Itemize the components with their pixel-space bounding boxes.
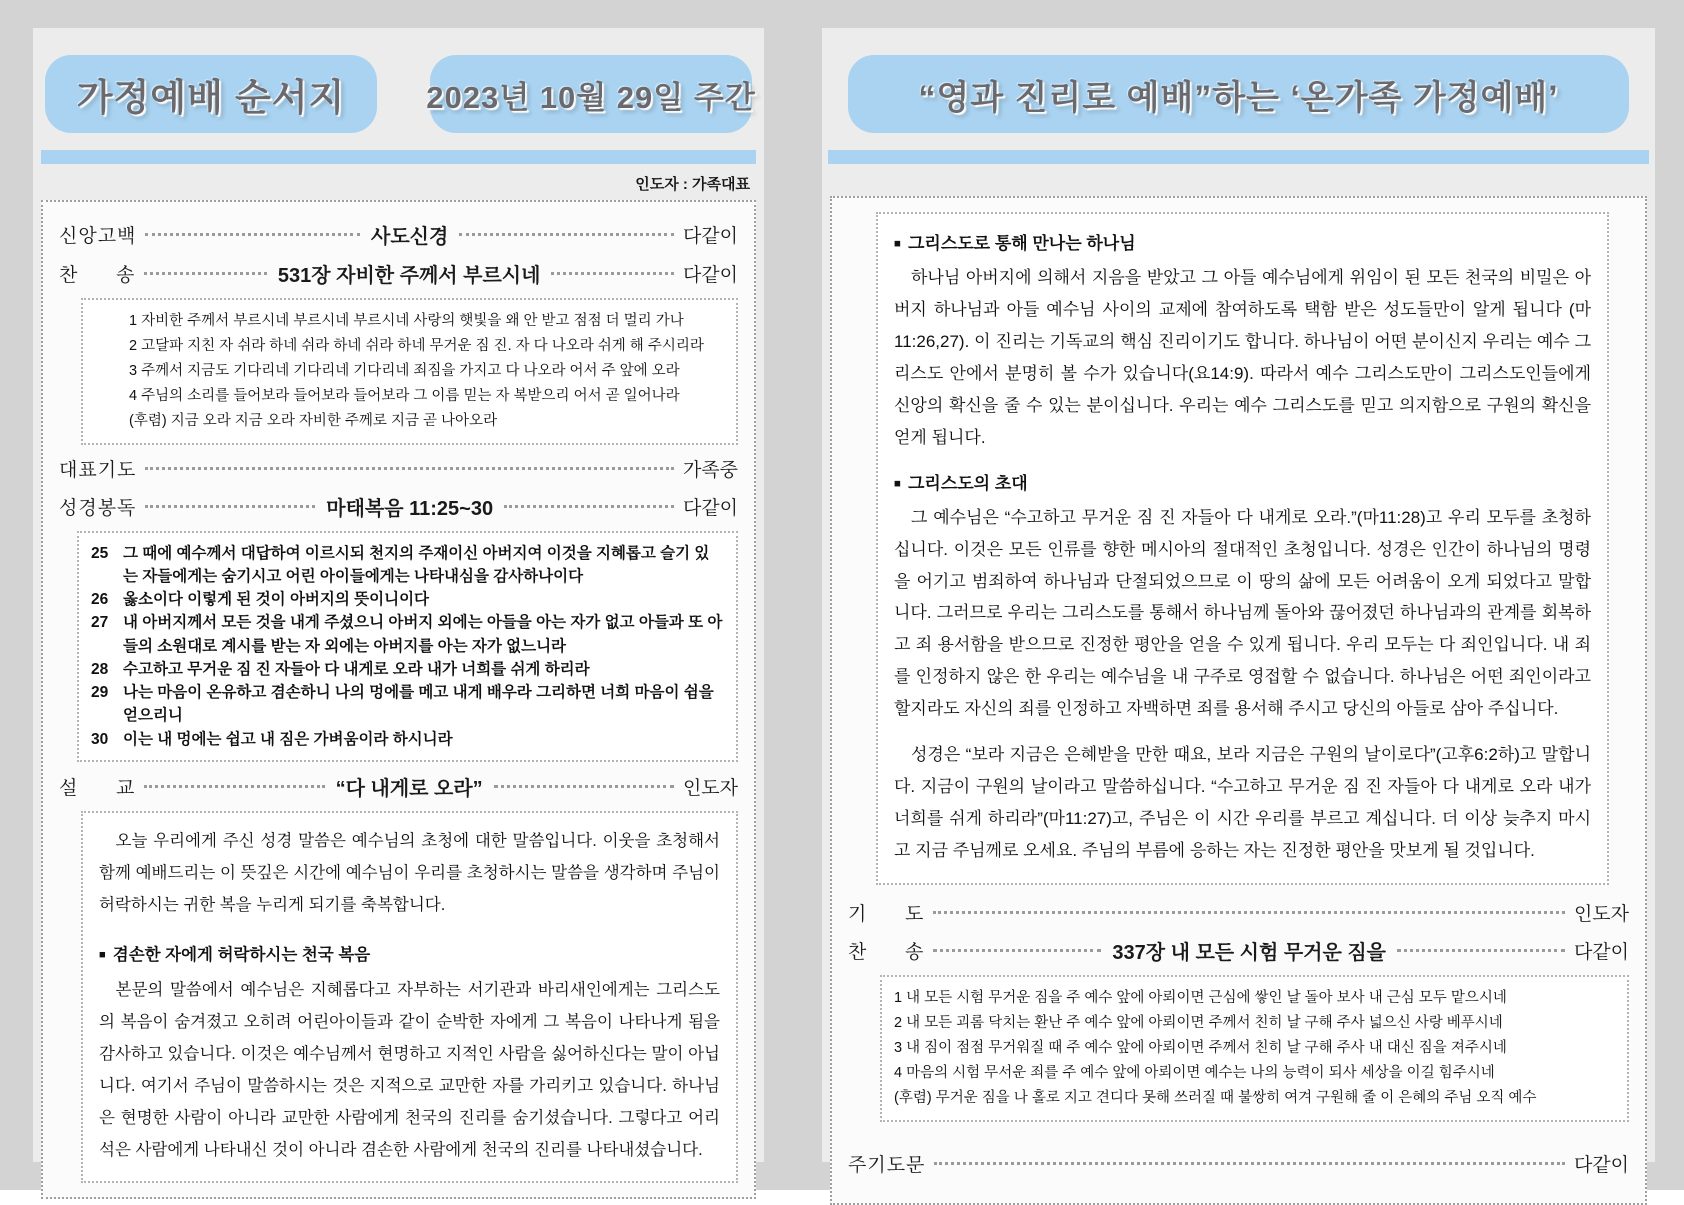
left-order-box (41, 200, 756, 1199)
dotted-leader (933, 911, 1565, 914)
dotted-leader (145, 505, 315, 508)
verse-number: 26 (91, 591, 109, 609)
order-title: 마태복음 11:25~30 (326, 497, 494, 520)
right-divider-bar (828, 150, 1649, 164)
dotted-leader (144, 272, 267, 275)
commentary-section-heading (894, 228, 1591, 260)
scripture-passage-box (77, 531, 738, 762)
order-line-hymn-531 (59, 259, 738, 288)
order-title: “다 내게로 오라” (335, 777, 483, 800)
dotted-leader (1397, 949, 1565, 952)
scripture-verse (91, 542, 724, 589)
commentary-section-heading (894, 468, 1591, 500)
left-divider-bar (41, 150, 756, 164)
dotted-leader (145, 467, 674, 470)
order-title: 531장 자비한 주께서 부르시네 (277, 265, 541, 287)
title-badge (45, 55, 377, 133)
order-label: 주기도문 (848, 1154, 926, 1176)
title-badge-label: 가정예배 순서지 (76, 77, 346, 118)
hymn-verse: 1 자비한 주께서 부르시네 부르시네 부르시네 사랑의 햇빛을 왜 안 받고 점점 더 멀리 가나 (129, 313, 684, 329)
verse-text: 내 아버지께서 모든 것을 내게 주셨으니 아버지 외에는 아들을 아는 자가 없고 아들과 또 아들의 소원대로 계시를 받는 자 외에는 아버지를 아는 자가 없느니라 (123, 614, 723, 655)
scripture-verse (91, 588, 724, 611)
order-assignee: 다같이 (682, 497, 739, 519)
verse-text: 수고하고 무거운 짐 진 자들아 다 내게로 오라 내가 너희를 쉬게 하리라 (123, 660, 590, 678)
order-line-scripture (59, 492, 738, 521)
verse-text: 나는 마음이 온유하고 겸손하니 나의 멍에를 메고 내게 배우라 그리하면 너희 마음이 쉼을 얻으리니 (123, 684, 714, 725)
order-label: 대표기도 (59, 459, 137, 481)
verse-text: 그 때에 예수께서 대답하여 이르시되 천지의 주재이신 아버지여 이것을 지혜롭고 슬기 있는 자들에게는 숨기시고 어린 아이들에게는 나타내심을 감사하나이다 (123, 544, 710, 585)
commentary-paragraph: 그 예수님은 “수고하고 무거운 짐 진 자들아 다 내게로 오라.”(마11:28)고 우리 모두를 초청하십니다. 이것은 모든 인류를 향한 메시아의 절대적인 초청입니다. 성경은 인간이 하나님의 명령을 어기고 범죄하여 하나님과 단절되었으므로 이 땅의 삶에 모든 어려움이 오게 되었다고 말합니다. 그러므로 우리는 그리스도를 통해서 하나님께 돌아와 끊어졌던 하나님과의 관계를 회복하고 죄 용서함을 받으므로 진정한 평안을 얻을 수 있게 됩니다. 우리 모두는 다 죄인입니다. 내 죄를 인정하지 않은 한 우리는 예수님을 내 구주로 영접할 수 없습니다. 하나님은 어떤 죄인이라고 할지라도 자신의 죄를 인정하고 자백하면 죄를 용서해 주시고 당신의 아들로 삼아 주십니다. (894, 507, 1591, 719)
commentary-paragraph: 성경은 “보라 지금은 은혜받을 만한 때요, 보라 지금은 구원의 날이로다”(고후6:2하)고 말합니다. 지금이 구원의 날이라고 말씀하십니다. “수고하고 무거운 짐 진 자들아 다 내게로 오라 내가 너희를 쉬게 하리라”(마11:27)고, 주님은 이 시간 우리를 부르고 계십니다. 더 이상 늦추지 마시고 지금 주님께로 오세요. 주님의 부름에 응하는 자는 진정한 평안을 맛보게 될 것입니다. (894, 745, 1591, 861)
verse-number: 28 (91, 660, 109, 678)
date-badge (426, 55, 756, 133)
verse-number: 25 (91, 544, 109, 562)
order-line-confession (59, 220, 738, 249)
left-header (45, 55, 756, 133)
order-title: 337장 내 모든 시험 무거운 짐을 (1112, 942, 1387, 965)
hymn-verse: 2 내 모든 괴롬 닥치는 환난 주 예수 앞에 아뢰이면 주께서 친히 날 구해 주사 넓으신 사랑 베푸시네 (894, 1015, 1503, 1032)
commentary-box (876, 212, 1609, 885)
order-label: 찬 송 (59, 265, 136, 286)
hymn-verse: 4 주님의 소리를 들어보라 들어보라 들어보라 그 이름 믿는 자 복받으리 어서 곧 일어나라 (129, 387, 680, 404)
dotted-leader (459, 233, 674, 236)
order-label: 성경봉독 (59, 497, 137, 519)
dotted-leader (145, 233, 360, 236)
dotted-leader (504, 505, 674, 508)
commentary-heading-text: 그리스도의 초대 (907, 473, 1028, 493)
right-title-badge (848, 55, 1629, 133)
scripture-verse (91, 681, 724, 728)
order-label: 기 도 (848, 904, 925, 926)
order-line-prayer (59, 455, 738, 482)
square-bullet-icon: ■ (99, 949, 106, 962)
order-label: 신앙고백 (59, 226, 137, 247)
order-line-hymn-337 (848, 936, 1629, 965)
sermon-intro: 오늘 우리에게 주신 성경 말씀은 예수님의 초청에 대한 말씀입니다. 이웃을 초청해서 함께 예배드리는 이 뜻깊은 시간에 예수님이 우리를 초청하시는 말씀을 생각하며 주님이 허락하시는 귀한 복을 누리게 되기를 축복합니다. (99, 831, 720, 915)
right-page (822, 28, 1655, 1176)
order-assignee: 다같이 (1573, 1154, 1629, 1176)
sermon-heading-text: 겸손한 자에게 허락하시는 천국 복음 (112, 946, 371, 965)
order-assignee: 다같이 (682, 226, 739, 247)
order-assignee: 가족중 (682, 459, 738, 481)
verse-number: 27 (91, 614, 109, 632)
dotted-leader (494, 785, 674, 788)
dotted-leader (933, 949, 1101, 952)
dotted-leader (144, 785, 324, 788)
hymn-verse: 3 주께서 지금도 기다리네 기다리네 기다리네 죄짐을 가지고 다 나오라 어서 주 앞에 오라 (129, 362, 680, 379)
order-line-sermon (59, 772, 738, 801)
order-label: 설 교 (59, 777, 136, 799)
sermon-section-heading (99, 939, 720, 971)
date-badge-label: 2023년 10월 29일 주간 (426, 79, 756, 115)
dotted-leader (551, 272, 674, 275)
scripture-verse (91, 658, 724, 681)
square-bullet-icon: ■ (894, 477, 901, 490)
order-line-prayer (848, 899, 1629, 926)
sermon-text-box (81, 811, 738, 1183)
leader-note: 인도자 : 가족대표 (635, 176, 750, 193)
commentary-heading-text: 그리스도로 통해 만나는 하나님 (907, 234, 1136, 253)
order-assignee: 인도자 (682, 777, 738, 799)
hymn-verse: 4 마음의 시험 무서운 죄를 주 예수 앞에 아뢰이면 예수는 나의 능력이 되사 세상을 이길 힘주시네 (894, 1064, 1495, 1081)
scripture-verse (91, 728, 724, 751)
right-title-badge-label: “영과 진리로 예배”하는 ‘온가족 가정예배’ (918, 78, 1559, 117)
hymn-531-lyrics-box (81, 298, 738, 445)
order-label: 찬 송 (848, 942, 925, 964)
hymn-verse: 1 내 모든 시험 무거운 짐을 주 예수 앞에 아뢰이면 근심에 쌓인 날 돌아 보사 내 근심 모두 맡으시네 (894, 990, 1507, 1007)
hymn-verse: (후렴) 지금 오라 지금 오라 자비한 주께로 지금 곧 나아오라 (129, 412, 498, 429)
verse-number: 29 (91, 684, 109, 702)
left-page (33, 28, 764, 1162)
order-title: 사도신경 (371, 226, 449, 248)
order-line-lords-prayer (848, 1150, 1629, 1177)
hymn-verse: 3 내 짐이 점점 무거워질 때 주 예수 앞에 아뢰이면 주께서 친히 날 구해 주사 내 대신 짐을 져주시네 (894, 1039, 1507, 1056)
sermon-body: 본문의 말씀에서 예수님은 지혜롭다고 자부하는 서기관과 바리새인에게는 그리스도의 복음이 숨겨졌고 오히려 어린아이들과 같이 순박한 자에게 그 복음이 나타나게 됨을 감사하고 있습니다. 이것은 예수님께서 현명하고 지적인 사람을 싫어하신다는 말이 아닙니다. 여기서 주님이 말씀하시는 것은 지적으로 교만한 자를 가리키고 있습니다. 하나님은 현명한 사람이 아니라 교만한 사람에게 천국의 진리를 숨기셨습니다. 그렇다고 어리석은 사람에게 나타내신 것이 아니라 겸손한 사람에게 천국의 진리를 나타내셨습니다. (99, 980, 720, 1160)
scripture-verse (91, 611, 724, 658)
verse-number: 30 (91, 730, 109, 748)
order-assignee: 다같이 (1573, 942, 1630, 964)
hymn-337-lyrics-box (880, 975, 1629, 1122)
order-assignee: 인도자 (1573, 904, 1629, 926)
hymn-verse: 2 고달파 지친 자 쉬라 하네 쉬라 하네 쉬라 하네 무거운 짐 진. 자 다 나오라 쉬게 해 주시리라 (129, 337, 704, 354)
commentary-paragraph: 하나님 아버지에 의해서 지음을 받았고 그 아들 예수님에게 위임이 된 모든 천국의 비밀은 아버지 하나님과 아들 예수님 사이의 교제에 참여하도록 택함 받은 성도들만이 알게 됩니다 (마11:26,27). 이 진리는 기독교의 핵심 진리이기도 합니다. 하나님이 어떤 분이신지 우리는 예수 그리스도 안에서 분명히 볼 수가 있습니다(요14:9). 따라서 예수 그리스도만이 그리스도인들에게 신앙의 확신을 줄 수 있는 분이십니다. 우리는 예수 그리스도를 믿고 의지함으로 구원의 확신을 얻게 됩니다. (894, 267, 1591, 447)
square-bullet-icon: ■ (894, 238, 901, 250)
hymn-verse: (후렴) 무거운 짐을 나 홀로 지고 견디다 못해 쓰러질 때 불쌍히 여겨 구원해 줄 이 은혜의 주님 오직 예수 (894, 1089, 1537, 1106)
order-assignee: 다같이 (682, 265, 739, 286)
dotted-leader (934, 1162, 1565, 1165)
verse-text: 이는 내 멍에는 쉽고 내 짐은 가벼움이라 하시니라 (123, 730, 453, 748)
verse-text: 옳소이다 이렇게 된 것이 아버지의 뜻이니이다 (123, 591, 430, 609)
right-order-box (830, 196, 1647, 1205)
